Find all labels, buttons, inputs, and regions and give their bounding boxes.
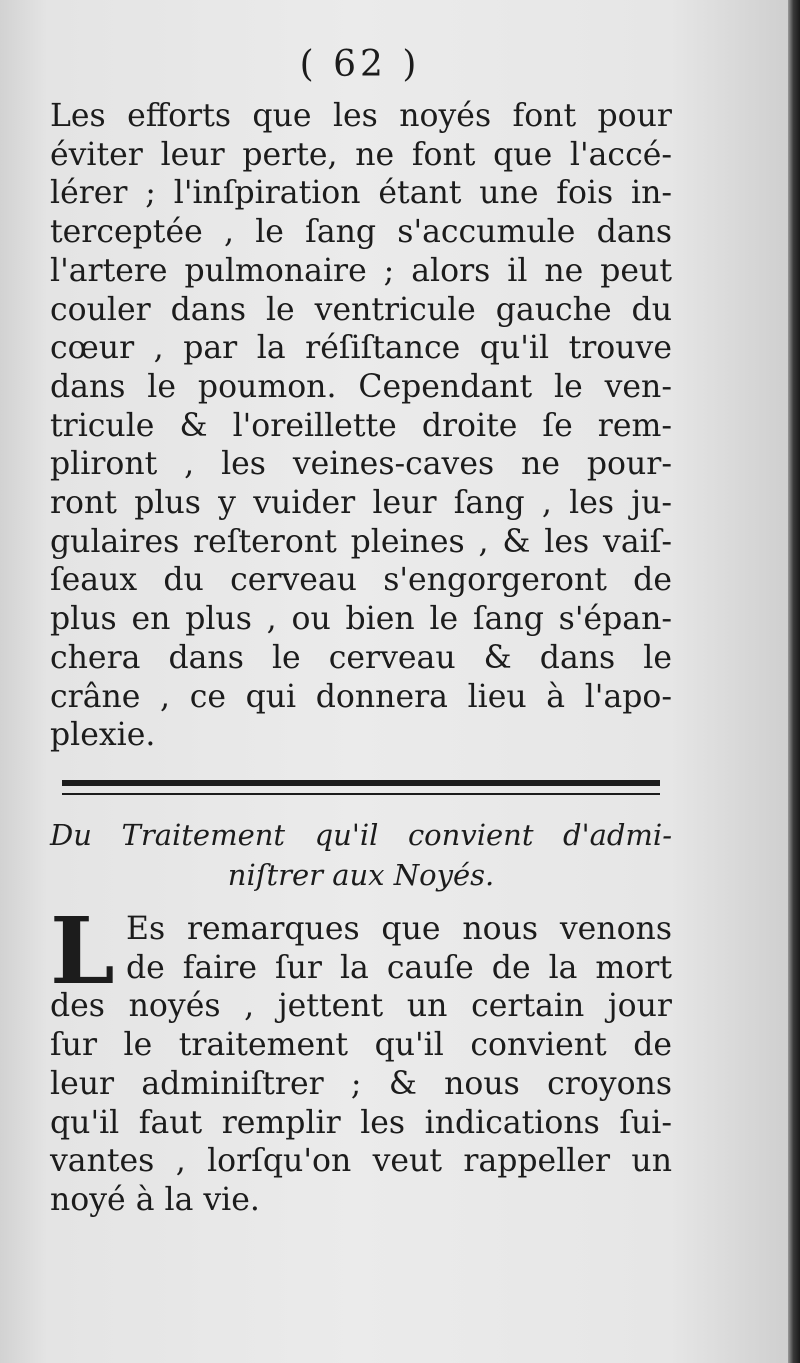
text-line: dans le poumon. Cependant le ven-	[50, 368, 672, 405]
text-line: terceptée , le ſang s'accumule dans	[50, 214, 672, 251]
text-line: tricule & l'oreillette droite ſe rem-	[50, 407, 672, 444]
section-divider-thin	[62, 793, 660, 795]
paragraph-1	[50, 97, 672, 755]
paragraph-2	[50, 987, 672, 1219]
text-line: vantes , lorſqu'on veut rappeller un	[50, 1143, 672, 1180]
text-line: l'artere pulmonaire ; alors il ne peut	[50, 252, 672, 289]
text-line: plexie.	[50, 717, 156, 754]
text-line: de faire ſur la cauſe de la mort	[126, 949, 672, 986]
text-line: lérer ; l'inſpiration étant une fois in-	[50, 175, 672, 212]
heading-line: Du Traitement qu'il convient d'admi-	[50, 818, 672, 852]
text-line: Les efforts que les noyés font pour	[50, 98, 672, 134]
text-line: leur adminiſtrer ; & nous croyons	[50, 1065, 672, 1102]
text-line: ſeaux du cerveau s'engorgeront de	[50, 562, 672, 599]
text-line: ront plus y vuider leur ſang , les ju-	[50, 485, 672, 522]
section-divider-thick	[62, 780, 660, 786]
page-binding-edge	[788, 0, 800, 1363]
text-line: gulaires reſteront pleines , & les vaiſ-	[50, 523, 672, 560]
text-line: des noyés , jettent un certain jour	[50, 988, 672, 1025]
text-line: couler dans le ventricule gauche du	[50, 291, 672, 328]
text-line: noyé à la vie.	[50, 1181, 260, 1218]
text-line: cœur , par la réſiſtance qu'il trouve	[50, 330, 672, 367]
drop-cap: L	[50, 897, 115, 1005]
text-line: ſur le traitement qu'il convient de	[50, 1027, 672, 1064]
text-line: pliront , les veines-caves ne pour-	[50, 446, 672, 483]
text-line: chera dans le cerveau & dans le	[50, 639, 672, 676]
paragraph-2-lead	[126, 910, 672, 987]
text-line: éviter leur perte, ne font que l'accé-	[50, 136, 672, 173]
text-line: plus en plus , ou bien le ſang s'épan-	[50, 601, 672, 638]
text-line: Es remarques que nous venons	[126, 911, 672, 947]
text-line: qu'il faut remplir les indications ſui-	[50, 1104, 672, 1141]
page-number: ( 62 )	[299, 44, 421, 85]
heading-line: niſtrer aux Noyés.	[227, 858, 495, 892]
text-line: crâne , ce qui donnera lieu à l'apo-	[50, 678, 672, 715]
section-heading	[50, 815, 672, 895]
